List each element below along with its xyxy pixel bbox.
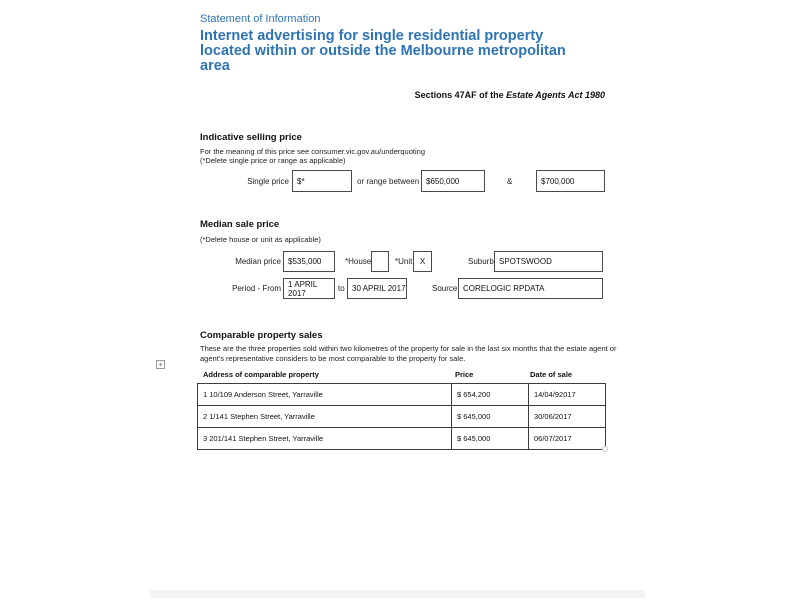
period-to-label: to	[338, 284, 345, 293]
act-reference	[200, 90, 605, 100]
house-label: *House	[345, 257, 372, 266]
col-header-price: Price	[455, 370, 474, 379]
indicative-heading: Indicative selling price	[200, 132, 302, 143]
cell-address: 3 201/141 Stephen Street, Yarraville	[198, 428, 452, 450]
table-row	[198, 384, 606, 406]
median-heading: Median sale price	[200, 219, 280, 230]
source-field[interactable]: CORELOGIC RPDATA	[458, 278, 603, 299]
act-reference-prefix: Sections 47AF of the	[414, 90, 507, 100]
indicative-note-underquoting: For the meaning of this price see consumer.vic.gov.au/underquoting	[200, 147, 425, 156]
period-from-field[interactable]: 1 APRIL 2017	[283, 278, 335, 299]
single-price-label: Single price	[247, 176, 289, 186]
doc-title-line-3: area	[200, 58, 230, 74]
cell-date: 14/04/92017	[529, 384, 606, 406]
comparable-sales-table	[197, 383, 606, 450]
unit-checkbox[interactable]: X	[413, 251, 432, 272]
range-to-field[interactable]: $700,000	[536, 170, 605, 192]
cell-address: 2 1/141 Stephen Street, Yarraville	[198, 406, 452, 428]
col-header-date: Date of sale	[530, 370, 573, 379]
table-move-handle-icon[interactable]: +	[156, 360, 165, 369]
period-to-field[interactable]: 30 APRIL 2017	[347, 278, 407, 299]
doc-type-label: Statement of Information	[200, 13, 321, 25]
unit-label: *Unit	[395, 257, 413, 266]
page-bottom-cutoff-strip	[150, 590, 645, 598]
act-name: Estate Agents Act 1980	[506, 90, 605, 100]
comparable-heading: Comparable property sales	[200, 330, 323, 341]
single-price-field[interactable]: $*	[292, 170, 352, 192]
range-between-label: or range between	[357, 176, 420, 186]
median-note-delete: (*Delete house or unit as applicable)	[200, 235, 321, 244]
cell-date: 30/06/2017	[529, 406, 606, 428]
house-checkbox[interactable]	[371, 251, 389, 272]
table-row	[198, 406, 606, 428]
median-price-label: Median price	[235, 257, 281, 266]
median-price-field[interactable]: $535,000	[283, 251, 335, 272]
cell-address: 1 10/109 Anderson Street, Yarraville	[198, 384, 452, 406]
ampersand-label: &	[507, 176, 513, 186]
source-label: Source	[432, 284, 458, 293]
comparable-description: These are the three properties sold within two kilometres of the property for sale in the last six months that the estate agent or agent's representative considers to be most comparable to the property for sale.	[200, 344, 617, 363]
range-from-field[interactable]: $650,000	[421, 170, 485, 192]
indicative-note-delete: (*Delete single price or range as applicable)	[200, 156, 346, 165]
doc-title	[200, 29, 620, 74]
col-header-address: Address of comparable property	[203, 370, 319, 379]
cell-price: $ 645,000	[452, 406, 529, 428]
table-resize-handle-icon[interactable]	[602, 446, 608, 452]
table-row	[198, 428, 606, 450]
suburb-label: Suburb	[468, 257, 494, 266]
doc-title-line-1: Internet advertising for single residential property	[200, 28, 544, 44]
cell-date: 06/07/2017	[529, 428, 606, 450]
suburb-field[interactable]: SPOTSWOOD	[494, 251, 603, 272]
cell-price: $ 645,000	[452, 428, 529, 450]
cell-price: $ 654,200	[452, 384, 529, 406]
period-from-label: Period - From	[232, 284, 281, 293]
doc-title-line-2: located within or outside the Melbourne metropolitan	[200, 43, 566, 59]
